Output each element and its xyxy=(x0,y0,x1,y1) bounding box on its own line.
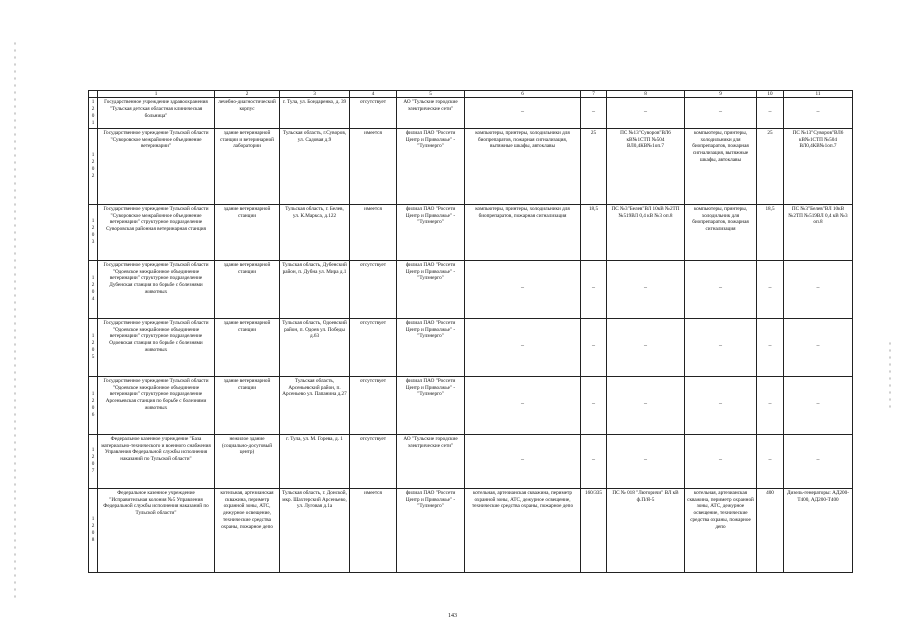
organization-cell: Государственное учреждение Тульской области "Одоевское межрайонное объединение ветеринарии" структурное подразделение Дубенская станция по борьбе с болезнями животных xyxy=(98,260,215,318)
object-cell: здание ветеринарной станции и ветеринарной лаборатории xyxy=(215,128,280,204)
organization-cell: Государственное учреждение здравоохранения "Тульская детская областная клиническая больница" xyxy=(98,98,215,129)
address-cell: Тульская область, Дубенский район, п. Дубна ул. Мира д.1 xyxy=(280,260,350,318)
power-cell: – xyxy=(581,376,607,434)
reserve-source-cell: – xyxy=(784,376,853,434)
supplier-cell: филиал ПАО "Россети Центр и Приволжье" - "Тулэнерго" xyxy=(397,376,465,434)
table-row xyxy=(89,98,853,129)
reserve-power-cell: 18,5 xyxy=(757,204,784,260)
row-number: 1206 xyxy=(89,376,98,434)
row-number: 1204 xyxy=(89,260,98,318)
reserve-equipment-cell: – xyxy=(685,98,757,129)
reserve-source-cell: ПС №13"Суворов"ВЛ6 кВ№1СТП №504 ВЛ0,4КВ№1оп.7 xyxy=(784,128,853,204)
reserve-power-cell: 25 xyxy=(757,128,784,204)
availability-cell: отсутствует xyxy=(350,260,397,318)
connection-cell: – xyxy=(607,318,685,376)
organization-cell: Государственное учреждение Тульской области "Одоевское межрайонное объединение ветеринарии" структурное подразделение Одоевская станция по борьбе с болезнями животных xyxy=(98,318,215,376)
connection-cell: – xyxy=(607,98,685,129)
supplier-cell: филиал ПАО "Россети Центр и Приволжье" - "Тулэнерго" xyxy=(397,128,465,204)
supplier-cell: филиал ПАО "Россети Центр и Приволжье" - "Тулэнерго" xyxy=(397,318,465,376)
header-row xyxy=(89,91,853,98)
row-number: 1207 xyxy=(89,434,98,488)
equipment-cell: котельная, артезианская скважина, периметр охранной зоны, АТС, дежурное освещение, технические средства охраны, пожарное депо xyxy=(465,488,581,572)
address-cell: Тульская область, Арсеньевский район, п. Арсеньево ул. Папанина д.27 xyxy=(280,376,350,434)
equipment-cell: – xyxy=(465,318,581,376)
address-cell: г. Тула, ул. Бондаренко, д. 39 xyxy=(280,98,350,129)
reserve-source-cell: Дизель-генераторы: АД200-Т400, АД200-Т400 xyxy=(784,488,853,572)
binding-holes xyxy=(13,40,17,600)
object-cell: нежилое здание (социально-досуговый центр) xyxy=(215,434,280,488)
reserve-power-cell: – xyxy=(757,98,784,129)
reserve-source-cell: – xyxy=(784,434,853,488)
reserve-equipment-cell: котельная, артезианская скважина, периметр охранной зоны, АТС, дежурное освещение, технические средства охраны, пожарное депо xyxy=(685,488,757,572)
table-row xyxy=(89,128,853,204)
table-row xyxy=(89,488,853,572)
reserve-power-cell: – xyxy=(757,376,784,434)
row-number: 1201 xyxy=(89,98,98,129)
organization-cell: Федеральное казенное учреждение "Исправительная колония №5 Управления Федеральной службы исполнения наказаний по Тульской области" xyxy=(98,488,215,572)
reserve-source-cell: – xyxy=(784,318,853,376)
equipment-cell: – xyxy=(465,434,581,488)
connection-cell: – xyxy=(607,434,685,488)
page-number: 143 xyxy=(448,613,457,619)
reserve-equipment-cell: компьютеры, принтеры, холодильник для биопрепаратов, пожарная сигнализация xyxy=(685,204,757,260)
power-cell: – xyxy=(581,318,607,376)
availability-cell: имеется xyxy=(350,204,397,260)
connection-cell: ПС №13"Суворов"ВЛ6 кВ№1СТП №504 ВЛ0,4КВ№1оп.7 xyxy=(607,128,685,204)
address-cell: Тульская область, г. Белев, ул. К.Маркса, д.122 xyxy=(280,204,350,260)
reserve-source-cell: – xyxy=(784,98,853,129)
reserve-equipment-cell: компьютеры, принтеры, холодильники для биопрепаратов, пожарная сигнализация, вытяжные шкафы, автоклавы xyxy=(685,128,757,204)
object-cell: котельная, артезианская скважина, периметр охранной зоны, АТС, дежурное освещение, технические средства охраны, пожарное депо xyxy=(215,488,280,572)
reserve-equipment-cell: – xyxy=(685,376,757,434)
availability-cell: отсутствует xyxy=(350,376,397,434)
header-cell: 3 xyxy=(280,91,350,98)
power-cell: 18,5 xyxy=(581,204,607,260)
table-row xyxy=(89,260,853,318)
row-number: 1202 xyxy=(89,128,98,204)
equipment-cell: – xyxy=(465,376,581,434)
header-cell: 6 xyxy=(465,91,581,98)
object-cell: здание ветеринарной станции xyxy=(215,318,280,376)
table-row xyxy=(89,376,853,434)
header-cell: 5 xyxy=(397,91,465,98)
reserve-equipment-cell: – xyxy=(685,318,757,376)
equipment-cell: – xyxy=(465,260,581,318)
organization-cell: Государственное учреждение Тульской области "Суворовское межрайонное объединение ветеринарии" xyxy=(98,128,215,204)
equipment-cell: компьютеры, принтеры, холодильники для биопрепаратов, пожарная сигнализация, вытяжные шкафы, автоклавы xyxy=(465,128,581,204)
organization-cell: Государственное учреждение Тульской области "Одоевское межрайонное объединение ветеринарии" структурное подразделение Арсеньевская станция по борьбе с болезнями животных xyxy=(98,376,215,434)
availability-cell: отсутствует xyxy=(350,98,397,129)
header-cell: 10 xyxy=(757,91,784,98)
table-row xyxy=(89,204,853,260)
address-cell: г. Тула, ул. М. Горева, д. 1 xyxy=(280,434,350,488)
power-cell: – xyxy=(581,98,607,129)
supplier-cell: АО "Тульские городские электрические сети" xyxy=(397,98,465,129)
header-cell: 11 xyxy=(784,91,853,98)
availability-cell: имеется xyxy=(350,128,397,204)
header-cell: 7 xyxy=(581,91,607,98)
availability-cell: отсутствует xyxy=(350,434,397,488)
power-cell: – xyxy=(581,260,607,318)
equipment-cell: компьютеры, принтеры, холодильники для биопрепаратов, пожарная сигнализация xyxy=(465,204,581,260)
connection-cell: – xyxy=(607,260,685,318)
table-row xyxy=(89,318,853,376)
supplier-cell: филиал ПАО "Россети Центр и Приволжье" - "Тулэнерго" xyxy=(397,260,465,318)
connection-cell: – xyxy=(607,376,685,434)
reserve-source-cell: ПС №3"Белев"ВЛ 10кВ №2ТП №519ВЛ 0,4 кВ №3 оп.8 xyxy=(784,204,853,260)
supplier-cell: филиал ПАО "Россети Центр и Приволжье" - "Тулэнерго" xyxy=(397,204,465,260)
address-cell: Тульская область, г. Донской, мкр. Шахтерский Арсеньево, ул. Луговая д.1а xyxy=(280,488,350,572)
power-cell: – xyxy=(581,434,607,488)
data-table xyxy=(88,90,853,573)
reserve-equipment-cell: – xyxy=(685,260,757,318)
address-cell: Тульская область, Одоевский район, п. Одоев ул. Победы д.63 xyxy=(280,318,350,376)
object-cell: здание ветеринарной станции xyxy=(215,204,280,260)
reserve-source-cell: – xyxy=(784,260,853,318)
table-row xyxy=(89,434,853,488)
object-cell: здание ветеринарной станции xyxy=(215,376,280,434)
scan-artifact xyxy=(888,340,892,410)
power-cell: 160/335 xyxy=(581,488,607,572)
supplier-cell: АО "Тульские городские электрические сети" xyxy=(397,434,465,488)
equipment-cell: – xyxy=(465,98,581,129)
address-cell: Тульская область, г.Суворов, ул. Садовая д.9 xyxy=(280,128,350,204)
header-cell: 4 xyxy=(350,91,397,98)
reserve-power-cell: 400 xyxy=(757,488,784,572)
header-cell: 8 xyxy=(607,91,685,98)
connection-cell: ПС №3"Белев"ВЛ 10кВ №2ТП №519ВЛ 0,4 кВ №3 оп.8 xyxy=(607,204,685,260)
reserve-power-cell: – xyxy=(757,260,784,318)
availability-cell: отсутствует xyxy=(350,318,397,376)
availability-cell: имеется xyxy=(350,488,397,572)
reserve-power-cell: – xyxy=(757,318,784,376)
power-cell: 25 xyxy=(581,128,607,204)
header-cell-blank xyxy=(89,91,98,98)
organization-cell: Федеральное казенное учреждение "База материально-технического и военного снабжения Управления Федеральной службы исполнения наказаний по Тульской области" xyxy=(98,434,215,488)
row-number: 1203 xyxy=(89,204,98,260)
reserve-power-cell: – xyxy=(757,434,784,488)
reserve-equipment-cell: – xyxy=(685,434,757,488)
header-cell: 1 xyxy=(98,91,215,98)
row-number: 1205 xyxy=(89,318,98,376)
organization-cell: Государственное учреждение Тульской области "Суворовское межрайонное объединение ветеринарии" структурное подразделение Суворовская районная ветеринарная станция xyxy=(98,204,215,260)
object-cell: здание ветеринарной станции xyxy=(215,260,280,318)
header-cell: 9 xyxy=(685,91,757,98)
header-cell: 2 xyxy=(215,91,280,98)
connection-cell: ПС № 018 "Люторичи" ВЛ кВ ф.П/Я-5 xyxy=(607,488,685,572)
object-cell: лечебно-диагностический корпус xyxy=(215,98,280,129)
row-number: 1208 xyxy=(89,488,98,572)
supplier-cell: филиал ПАО "Россети Центр и Приволжье" - "Тулэнерго" xyxy=(397,488,465,572)
